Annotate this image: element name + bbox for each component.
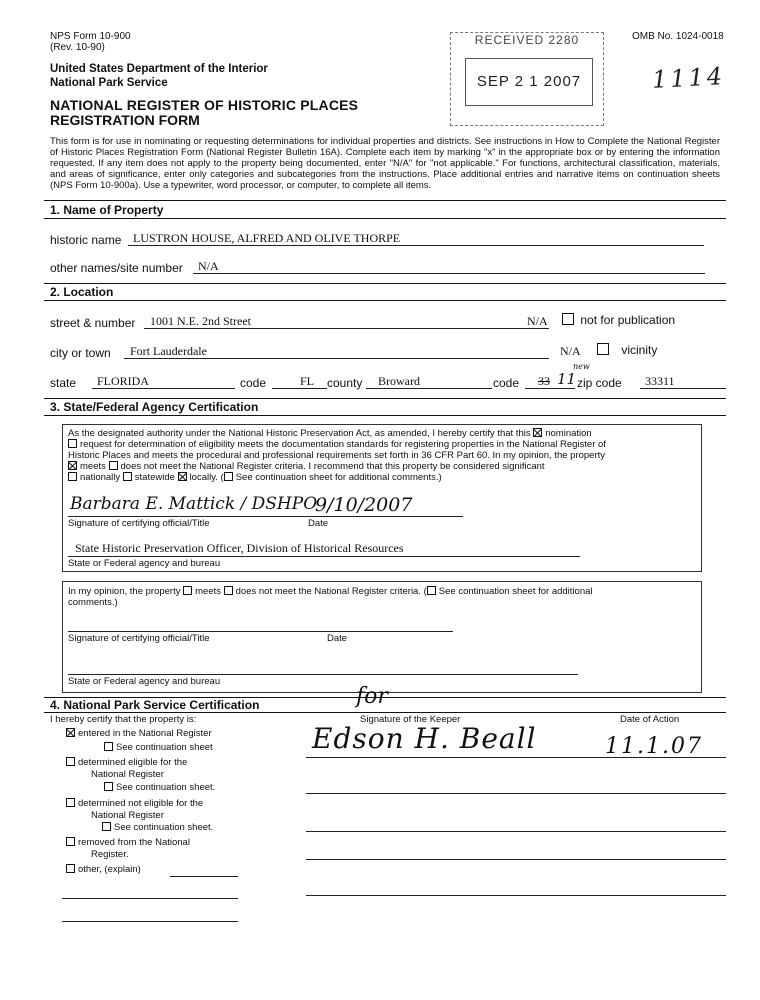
handwritten-ref-number: 1114 [651, 62, 726, 94]
keeper-option-other[interactable] [66, 864, 141, 875]
section4-heading: 4. National Park Service Certification [50, 698, 260, 712]
opinion-meets-label: meets [195, 586, 221, 597]
statewide-label: statewide [134, 472, 175, 483]
not-eligible-label-line2: National Register [91, 810, 164, 821]
form-instructions: This form is for use in nominating or requesting determinations for individual properties and districts. See instructions in How to Complete the National Register of Historic Places Registration Form (National Register Bulletin 16A). Complete each item by marking "x" in the appropriate box or by entering the information requested. If any item does not apply to the property being documented, enter "N/A" for "not applicable." For functions, architectural classification, materials, and areas of significance, enter only categories and subcategories from the instructions. Place additional entries and narrative items on continuation sheets (NPS Form 10-900a). Use a typewriter, word processor, or computer, to complete all items. [50, 136, 720, 191]
entered-checkbox[interactable] [66, 728, 75, 737]
county-code-note: new [573, 362, 590, 371]
date-of-action-label: Date of Action [620, 714, 680, 725]
not-eligible-checkbox[interactable] [66, 798, 75, 807]
vicinity-checkbox[interactable] [597, 343, 609, 355]
form-title-line1: NATIONAL REGISTER OF HISTORIC PLACES [50, 97, 359, 113]
cert-line-3: Historic Places and meets the procedural and professional requirements set forth in 36 CFR Part 60. In my opinion, the property [68, 450, 606, 461]
opinion-comments: comments.) [68, 597, 118, 608]
entered-continuation-checkbox[interactable] [104, 742, 113, 751]
locally-checkbox[interactable] [178, 472, 187, 481]
cert-nomination-label: nomination [545, 428, 592, 439]
opinion-see-label: See continuation sheet for additional [438, 586, 593, 597]
state-code-label: code [240, 376, 267, 390]
opinion-not-meet-label: does not meet the National Register criteria. ( [235, 586, 427, 597]
sig-date-label: Date [308, 518, 329, 529]
state-label: state [50, 376, 77, 390]
nationally-label: nationally [80, 472, 121, 483]
not-for-publication-checkbox[interactable] [562, 313, 574, 325]
not-for-publication-field[interactable] [562, 313, 675, 327]
received-stamp-label: RECEIVED 2280 [474, 33, 580, 47]
entered-continuation[interactable] [104, 742, 213, 753]
keeper-signature-label: Signature of the Keeper [360, 714, 461, 725]
removed-label: removed from the National [78, 837, 190, 848]
entered-label: entered in the National Register [78, 728, 212, 739]
historic-name-value[interactable]: LUSTRON HOUSE, ALFRED AND OLIVE THORPE [133, 231, 401, 245]
not-eligible-continuation-label: See continuation sheet. [114, 822, 214, 833]
vicinity-field[interactable] [597, 343, 657, 357]
form-title-line2: REGISTRATION FORM [50, 112, 200, 128]
keeper-option-removed[interactable] [66, 837, 190, 848]
street-label: street & number [50, 316, 136, 330]
eligible-continuation-label: See continuation sheet. [116, 782, 216, 793]
not-eligible-continuation-checkbox[interactable] [102, 822, 111, 831]
locally-label: locally. ( [189, 472, 224, 483]
not-eligible-continuation[interactable] [102, 822, 213, 833]
eligible-label-line2: National Register [91, 769, 164, 780]
cert-line-2: request for determination of eligibility meets the documentation standards for registering properties in the National Register of [80, 439, 606, 450]
eligible-continuation[interactable] [104, 782, 215, 793]
opinion-continuation-checkbox[interactable] [427, 586, 436, 595]
county-label: county [327, 376, 363, 390]
continuation-label: See continuation sheet for additional comments.) [235, 472, 442, 483]
keeper-signature: Edson H. Beall [312, 722, 537, 755]
agency2-label: State or Federal agency and bureau [68, 676, 221, 687]
opinion-text [68, 586, 698, 608]
other-label: other, (explain) [78, 864, 141, 875]
other-checkbox[interactable] [66, 864, 75, 873]
eligible-checkbox[interactable] [66, 757, 75, 766]
stamp-date: SEP 2 1 2007 [476, 73, 582, 90]
not-for-publication-label: not for publication [580, 313, 676, 327]
state-certification-text [68, 428, 698, 483]
removed-checkbox[interactable] [66, 837, 75, 846]
keeper-option-entered[interactable] [66, 728, 212, 739]
determination-request-checkbox[interactable] [68, 439, 77, 448]
vicinity-value: N/A [560, 344, 581, 358]
service-name: National Park Service [50, 77, 168, 89]
meets-label: meets [80, 461, 106, 472]
other-names-label: other names/site number [50, 261, 183, 275]
stamp-date-box [465, 58, 593, 106]
cert-line-1: As the designated authority under the National Historic Preservation Act, as amended, I hereby certify that this [68, 428, 531, 439]
nomination-checkbox[interactable] [533, 428, 542, 437]
department-name: United States Department of the Interior [50, 63, 268, 75]
entered-continuation-label: See continuation sheet [116, 742, 213, 753]
eligible-continuation-checkbox[interactable] [104, 782, 113, 791]
county-value[interactable]: Broward [378, 374, 420, 388]
removed-label-line2: Register. [91, 849, 129, 860]
agency-label: State or Federal agency and bureau [68, 558, 221, 569]
agency-value[interactable]: State Historic Preservation Officer, Division of Historical Resources [75, 541, 404, 555]
vicinity-label: vicinity [621, 343, 658, 357]
county-code-value[interactable]: 33 [538, 374, 550, 388]
street-value[interactable]: 1001 N.E. 2nd Street [150, 314, 251, 328]
state-code-value[interactable]: FL [300, 374, 315, 388]
opinion-not-meet-checkbox[interactable] [224, 586, 233, 595]
not-eligible-label: determined not eligible for the [78, 798, 204, 809]
section2-heading: 2. Location [50, 285, 114, 299]
nationally-checkbox[interactable] [68, 472, 77, 481]
date-of-action-value: 11.1.07 [605, 734, 703, 759]
keeper-intro: I hereby certify that the property is: [50, 714, 197, 725]
sig-official-label: Signature of certifying official/Title [68, 518, 210, 529]
zip-value[interactable]: 33311 [645, 374, 675, 388]
section1-heading: 1. Name of Property [50, 203, 164, 217]
sig2-date-label: Date [327, 633, 348, 644]
county-code-handwritten: 11 [557, 370, 577, 388]
city-value[interactable]: Fort Lauderdale [130, 344, 207, 358]
keeper-option-eligible[interactable] [66, 757, 187, 768]
keeper-option-not-eligible[interactable] [66, 798, 203, 809]
received-stamp [450, 32, 604, 126]
section3-heading: 3. State/Federal Agency Certification [50, 400, 259, 414]
form-revision: (Rev. 10-90) [50, 42, 105, 53]
zip-label: zip code [577, 376, 622, 390]
statewide-checkbox[interactable] [123, 472, 132, 481]
continuation-checkbox[interactable] [224, 472, 233, 481]
meets-checkbox[interactable] [68, 461, 77, 470]
other-names-value[interactable]: N/A [198, 259, 219, 273]
opinion-line: In my opinion, the property [68, 586, 181, 597]
omb-number: OMB No. 1024-0018 [632, 31, 724, 42]
sig2-official-label: Signature of certifying official/Title [68, 633, 210, 644]
form-number: NPS Form 10-900 [50, 31, 131, 42]
does-not-meet-checkbox[interactable] [109, 461, 118, 470]
does-not-meet-label: does not meet the National Register criteria. I recommend that this property be considered significant [120, 461, 545, 472]
keeper-for-note: for [356, 684, 388, 709]
eligible-label: determined eligible for the [78, 757, 188, 768]
historic-name-label: historic name [50, 233, 122, 247]
not-for-publication-value: N/A [527, 314, 548, 328]
certifying-signature: Barbara E. Mattick / DSHPO [70, 494, 318, 514]
county-code-label: code [493, 376, 520, 390]
opinion-meets-checkbox[interactable] [183, 586, 192, 595]
city-label: city or town [50, 346, 111, 360]
certifying-signature-date: 9/10/2007 [315, 494, 413, 516]
state-value[interactable]: FLORIDA [97, 374, 150, 388]
